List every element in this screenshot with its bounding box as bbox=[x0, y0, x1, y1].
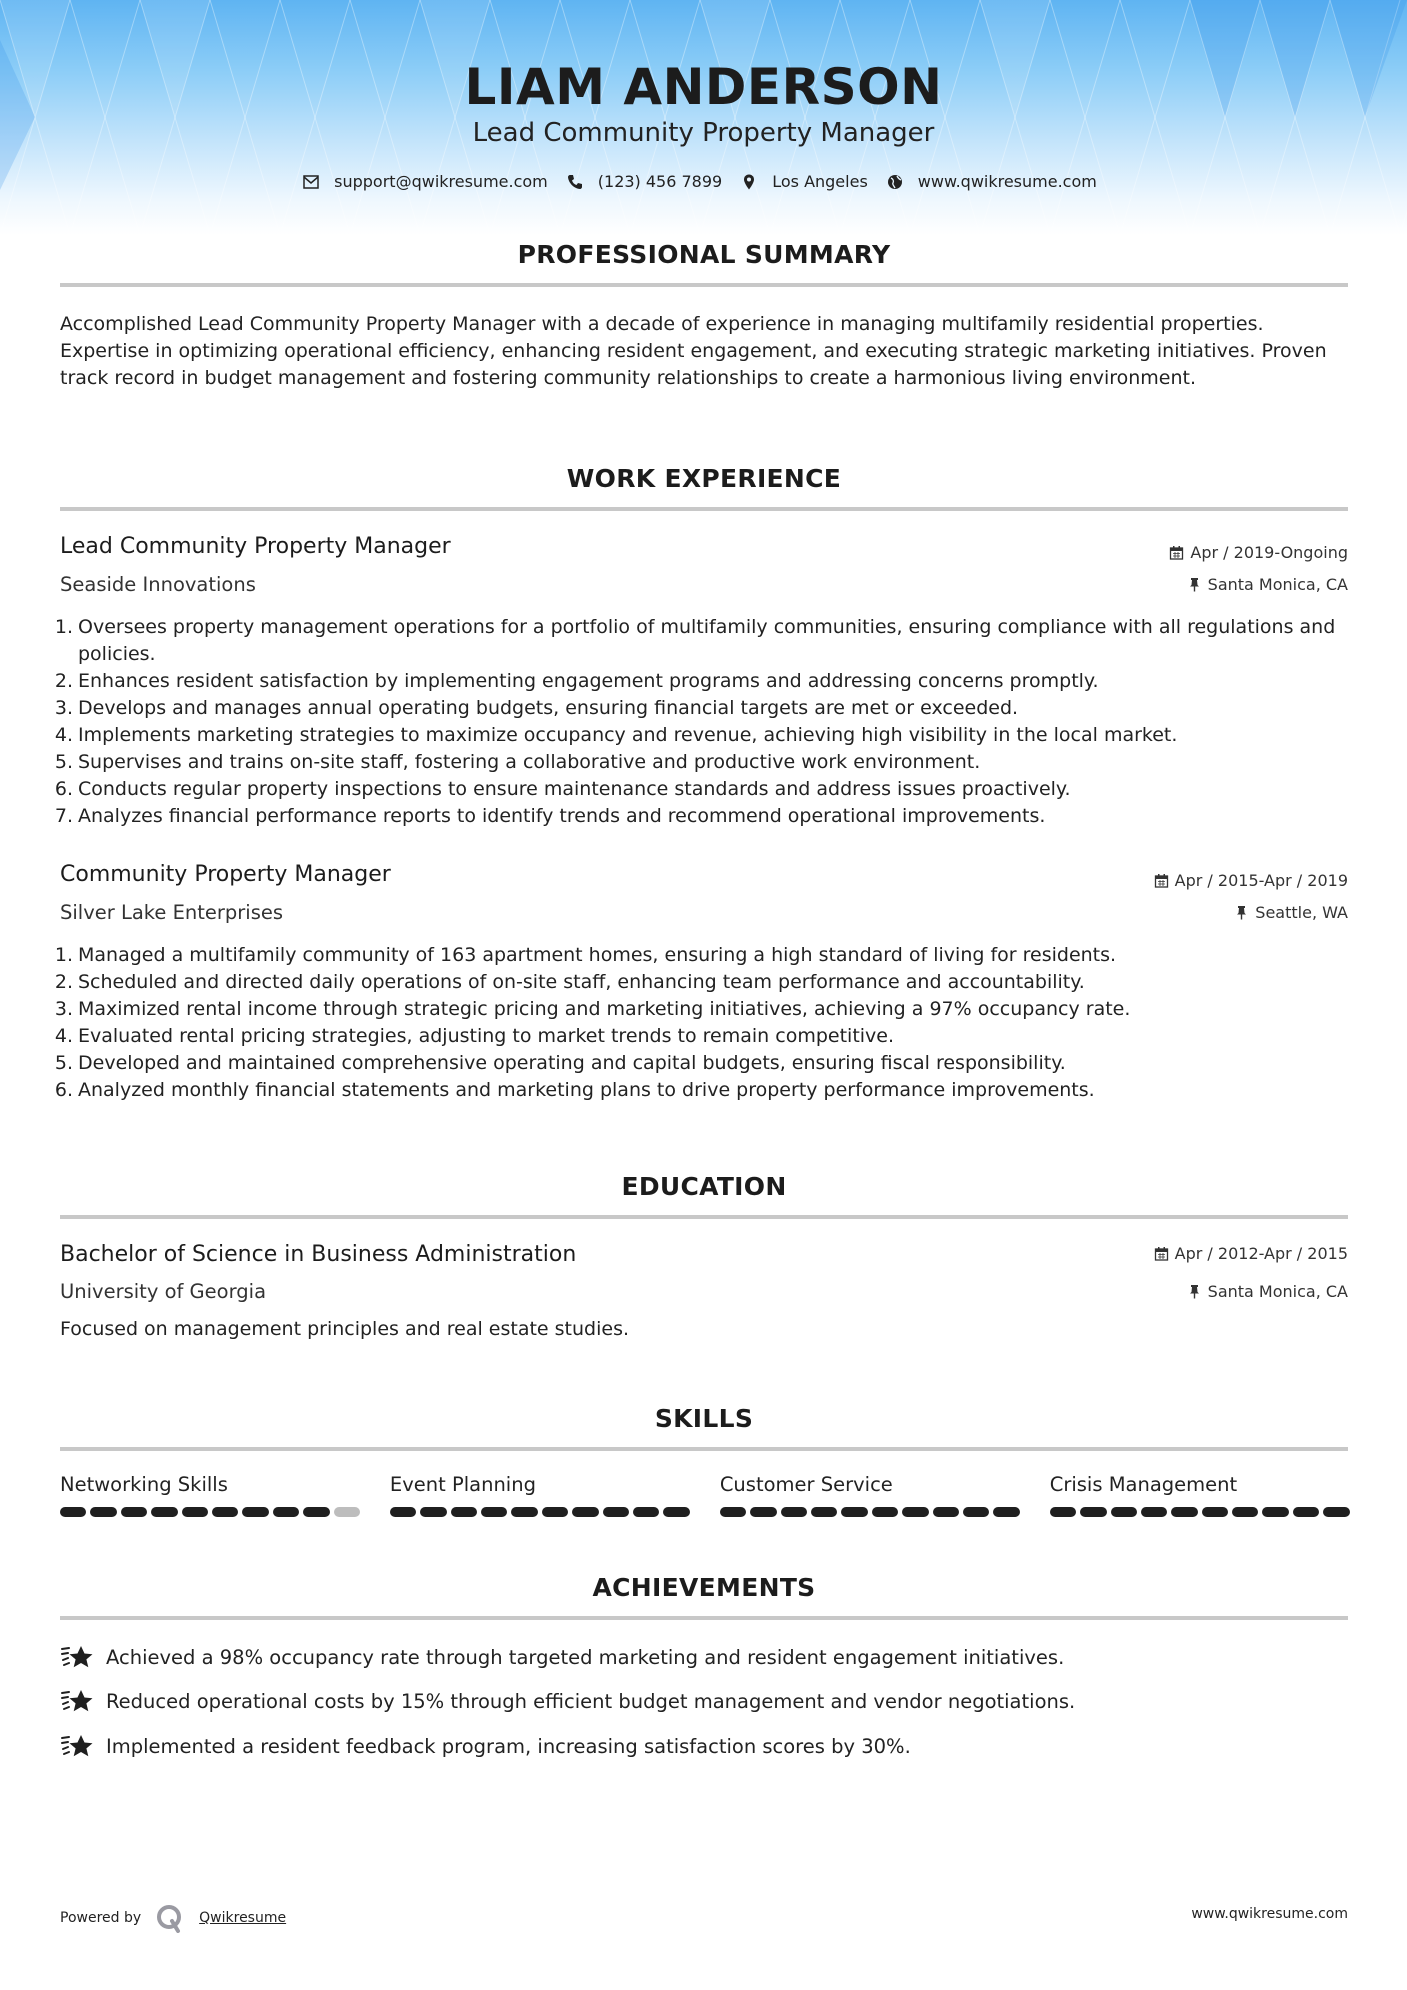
skill-level-bar bbox=[1050, 1507, 1350, 1517]
list-item: 3. Maximized rental income through strategic pricing and marketing initiatives, achieving a 97% occupancy rate. bbox=[54, 998, 1131, 1020]
achievement-text: Reduced operational costs by 15% through efficient budget management and vendor negotiations. bbox=[106, 1689, 1076, 1713]
list-item: 2. Enhances resident satisfaction by implementing engagement programs and addressing concerns promptly. bbox=[54, 670, 1099, 692]
skill-item bbox=[720, 1473, 1020, 1517]
candidate-name: LIAM ANDERSON bbox=[464, 58, 943, 116]
job-title: Community Property Manager bbox=[60, 862, 391, 887]
list-item: 5. Supervises and trains on-site staff, fostering a collaborative and productive work environment. bbox=[54, 751, 981, 773]
skill-level-segment bbox=[182, 1507, 208, 1517]
skill-level-segment bbox=[542, 1507, 568, 1517]
job-dates bbox=[1169, 543, 1348, 562]
globe-icon bbox=[886, 173, 904, 191]
skill-name: Event Planning bbox=[389, 1473, 536, 1496]
job-location-text: Santa Monica, CA bbox=[1207, 575, 1348, 594]
education-location bbox=[1187, 1282, 1348, 1301]
skill-level-segment bbox=[451, 1507, 477, 1517]
pushpin-icon bbox=[1234, 905, 1249, 920]
website-text: www.qwikresume.com bbox=[917, 172, 1097, 191]
education-heading: EDUCATION bbox=[621, 1172, 787, 1201]
skill-name: Crisis Management bbox=[1049, 1473, 1238, 1496]
qwikresume-logo-icon bbox=[155, 1903, 185, 1933]
list-item: 6. Conducts regular property inspections to ensure maintenance standards and address issues proactively. bbox=[54, 778, 1071, 800]
skill-level-segment bbox=[334, 1507, 360, 1517]
summary-text: Accomplished Lead Community Property Manager with a decade of experience in managing multifamily residential properties. Expertise in optimizing operational efficiency, enhancing resident engagement, and executing strategic marketing initiatives. Proven track record in budget management and fostering community relationships to create a harmonious living environment. bbox=[60, 313, 1327, 389]
list-item: 6. Analyzed monthly financial statements and marketing plans to drive property performance improvements. bbox=[54, 1079, 1095, 1101]
candidate-title: Lead Community Property Manager bbox=[472, 118, 935, 148]
shooting-star-icon bbox=[60, 1643, 94, 1671]
job-dates-text: Apr / 2015-Apr / 2019 bbox=[1174, 871, 1348, 890]
skill-level-segment bbox=[481, 1507, 507, 1517]
skill-name: Networking Skills bbox=[60, 1473, 228, 1496]
skill-level-segment bbox=[993, 1507, 1019, 1517]
list-item: 3. Develops and manages annual operating budgets, ensuring financial targets are met or exceeded. bbox=[54, 697, 1019, 719]
footer-powered-by bbox=[60, 1903, 286, 1933]
skill-level-segment bbox=[121, 1507, 147, 1517]
contact-bar bbox=[0, 172, 1407, 191]
skill-level-bar bbox=[60, 1507, 360, 1517]
skill-level-segment bbox=[390, 1507, 416, 1517]
achievements-heading: ACHIEVEMENTS bbox=[592, 1573, 816, 1602]
phone-icon bbox=[566, 173, 584, 191]
school-name: University of Georgia bbox=[60, 1280, 267, 1303]
calendar-icon bbox=[1169, 545, 1184, 560]
skill-level-segment bbox=[572, 1507, 598, 1517]
map-pin-icon bbox=[740, 173, 758, 191]
skill-level-segment bbox=[303, 1507, 329, 1517]
pushpin-icon bbox=[1187, 1284, 1202, 1299]
section-divider bbox=[60, 1616, 1348, 1620]
skill-level-segment bbox=[603, 1507, 629, 1517]
education-dates-text: Apr / 2012-Apr / 2015 bbox=[1174, 1244, 1348, 1263]
resume-header bbox=[0, 0, 1407, 235]
list-item: 1. Managed a multifamily community of 163 apartment homes, ensuring a high standard of living for residents. bbox=[54, 944, 1117, 966]
skills-list bbox=[60, 1473, 1348, 1517]
skill-level-segment bbox=[1111, 1507, 1137, 1517]
list-item: 1. Oversees property management operations for a portfolio of multifamily communities, ensuring compliance with all regulations and policies. bbox=[54, 616, 1336, 665]
section-divider bbox=[60, 507, 1348, 511]
skill-level-segment bbox=[841, 1507, 867, 1517]
list-item: 5. Developed and maintained comprehensive operating and capital budgets, ensuring fiscal responsibility. bbox=[54, 1052, 1066, 1074]
skill-level-segment bbox=[1141, 1507, 1167, 1517]
skill-level-segment bbox=[1050, 1507, 1076, 1517]
list-item: 4. Evaluated rental pricing strategies, adjusting to market trends to remain competitive. bbox=[54, 1025, 895, 1047]
skill-level-segment bbox=[1202, 1507, 1228, 1517]
skill-level-segment bbox=[242, 1507, 268, 1517]
skill-level-segment bbox=[1323, 1507, 1349, 1517]
skills-heading: SKILLS bbox=[654, 1404, 754, 1433]
contact-location bbox=[740, 172, 868, 191]
section-divider bbox=[60, 1447, 1348, 1451]
job-title: Lead Community Property Manager bbox=[60, 534, 451, 559]
company-name: Seaside Innovations bbox=[60, 573, 256, 596]
skill-level-segment bbox=[511, 1507, 537, 1517]
skill-level-segment bbox=[60, 1507, 86, 1517]
skill-item bbox=[1050, 1473, 1350, 1517]
skill-item bbox=[390, 1473, 690, 1517]
qwikresume-link[interactable]: Qwikresume bbox=[199, 1910, 287, 1926]
list-item: 4. Implements marketing strategies to maximize occupancy and revenue, achieving high visibility in the local market. bbox=[54, 724, 1178, 746]
skill-level-segment bbox=[1262, 1507, 1288, 1517]
skill-level-segment bbox=[811, 1507, 837, 1517]
achievement-item bbox=[60, 1643, 1064, 1671]
section-divider bbox=[60, 283, 1348, 287]
job-dates bbox=[1154, 871, 1348, 890]
skill-level-bar bbox=[390, 1507, 690, 1517]
contact-email[interactable] bbox=[302, 172, 548, 191]
achievement-item bbox=[60, 1732, 911, 1760]
experience-heading: WORK EXPERIENCE bbox=[566, 464, 842, 493]
shooting-star-icon bbox=[60, 1732, 94, 1760]
job-dates-text: Apr / 2019-Ongoing bbox=[1190, 543, 1348, 562]
skill-name: Customer Service bbox=[719, 1473, 893, 1496]
skill-level-segment bbox=[720, 1507, 746, 1517]
company-name: Silver Lake Enterprises bbox=[60, 901, 284, 924]
skill-level-segment bbox=[933, 1507, 959, 1517]
skill-level-segment bbox=[872, 1507, 898, 1517]
skill-level-segment bbox=[633, 1507, 659, 1517]
skill-level-segment bbox=[212, 1507, 238, 1517]
pushpin-icon bbox=[1187, 577, 1202, 592]
job-location-text: Seattle, WA bbox=[1255, 903, 1348, 922]
calendar-icon bbox=[1154, 873, 1169, 888]
powered-by-label: Powered by bbox=[60, 1910, 142, 1926]
skill-level-segment bbox=[420, 1507, 446, 1517]
education-dates bbox=[1154, 1244, 1348, 1263]
skill-level-segment bbox=[750, 1507, 776, 1517]
skill-item bbox=[60, 1473, 360, 1517]
job-responsibilities-list bbox=[50, 614, 1350, 830]
achievement-text: Achieved a 98% occupancy rate through targeted marketing and resident engagement initiatives. bbox=[106, 1645, 1065, 1669]
footer-website[interactable]: www.qwikresume.com bbox=[1191, 1906, 1348, 1922]
envelope-icon bbox=[302, 173, 320, 191]
skill-level-segment bbox=[90, 1507, 116, 1517]
job-location bbox=[1234, 903, 1348, 922]
contact-phone[interactable] bbox=[566, 172, 722, 191]
achievement-item bbox=[60, 1687, 1075, 1715]
location-text: Los Angeles bbox=[772, 172, 868, 191]
education-description: Focused on management principles and real estate studies. bbox=[60, 1318, 630, 1340]
job-responsibilities-list bbox=[50, 942, 1350, 1104]
skill-level-segment bbox=[963, 1507, 989, 1517]
skill-level-segment bbox=[1293, 1507, 1319, 1517]
email-text: support@qwikresume.com bbox=[334, 172, 548, 191]
achievement-text: Implemented a resident feedback program, increasing satisfaction scores by 30%. bbox=[106, 1734, 911, 1758]
list-item: 7. Analyzes financial performance reports to identify trends and recommend operational improvements. bbox=[54, 805, 1046, 827]
skill-level-segment bbox=[1080, 1507, 1106, 1517]
section-divider bbox=[60, 1215, 1348, 1219]
skill-level-segment bbox=[902, 1507, 928, 1517]
skill-level-segment bbox=[663, 1507, 689, 1517]
skill-level-segment bbox=[273, 1507, 299, 1517]
skill-level-bar bbox=[720, 1507, 1020, 1517]
skill-level-segment bbox=[781, 1507, 807, 1517]
contact-website[interactable] bbox=[886, 172, 1097, 191]
list-item: 2. Scheduled and directed daily operations of on-site staff, enhancing team performance and accountability. bbox=[54, 971, 1085, 993]
shooting-star-icon bbox=[60, 1687, 94, 1715]
skill-level-segment bbox=[1171, 1507, 1197, 1517]
education-location-text: Santa Monica, CA bbox=[1207, 1282, 1348, 1301]
degree-title: Bachelor of Science in Business Administration bbox=[60, 1242, 577, 1267]
phone-text: (123) 456 7899 bbox=[597, 172, 723, 191]
calendar-icon bbox=[1154, 1246, 1169, 1261]
summary-heading: PROFESSIONAL SUMMARY bbox=[517, 240, 891, 269]
skill-level-segment bbox=[151, 1507, 177, 1517]
job-location bbox=[1187, 575, 1348, 594]
skill-level-segment bbox=[1232, 1507, 1258, 1517]
